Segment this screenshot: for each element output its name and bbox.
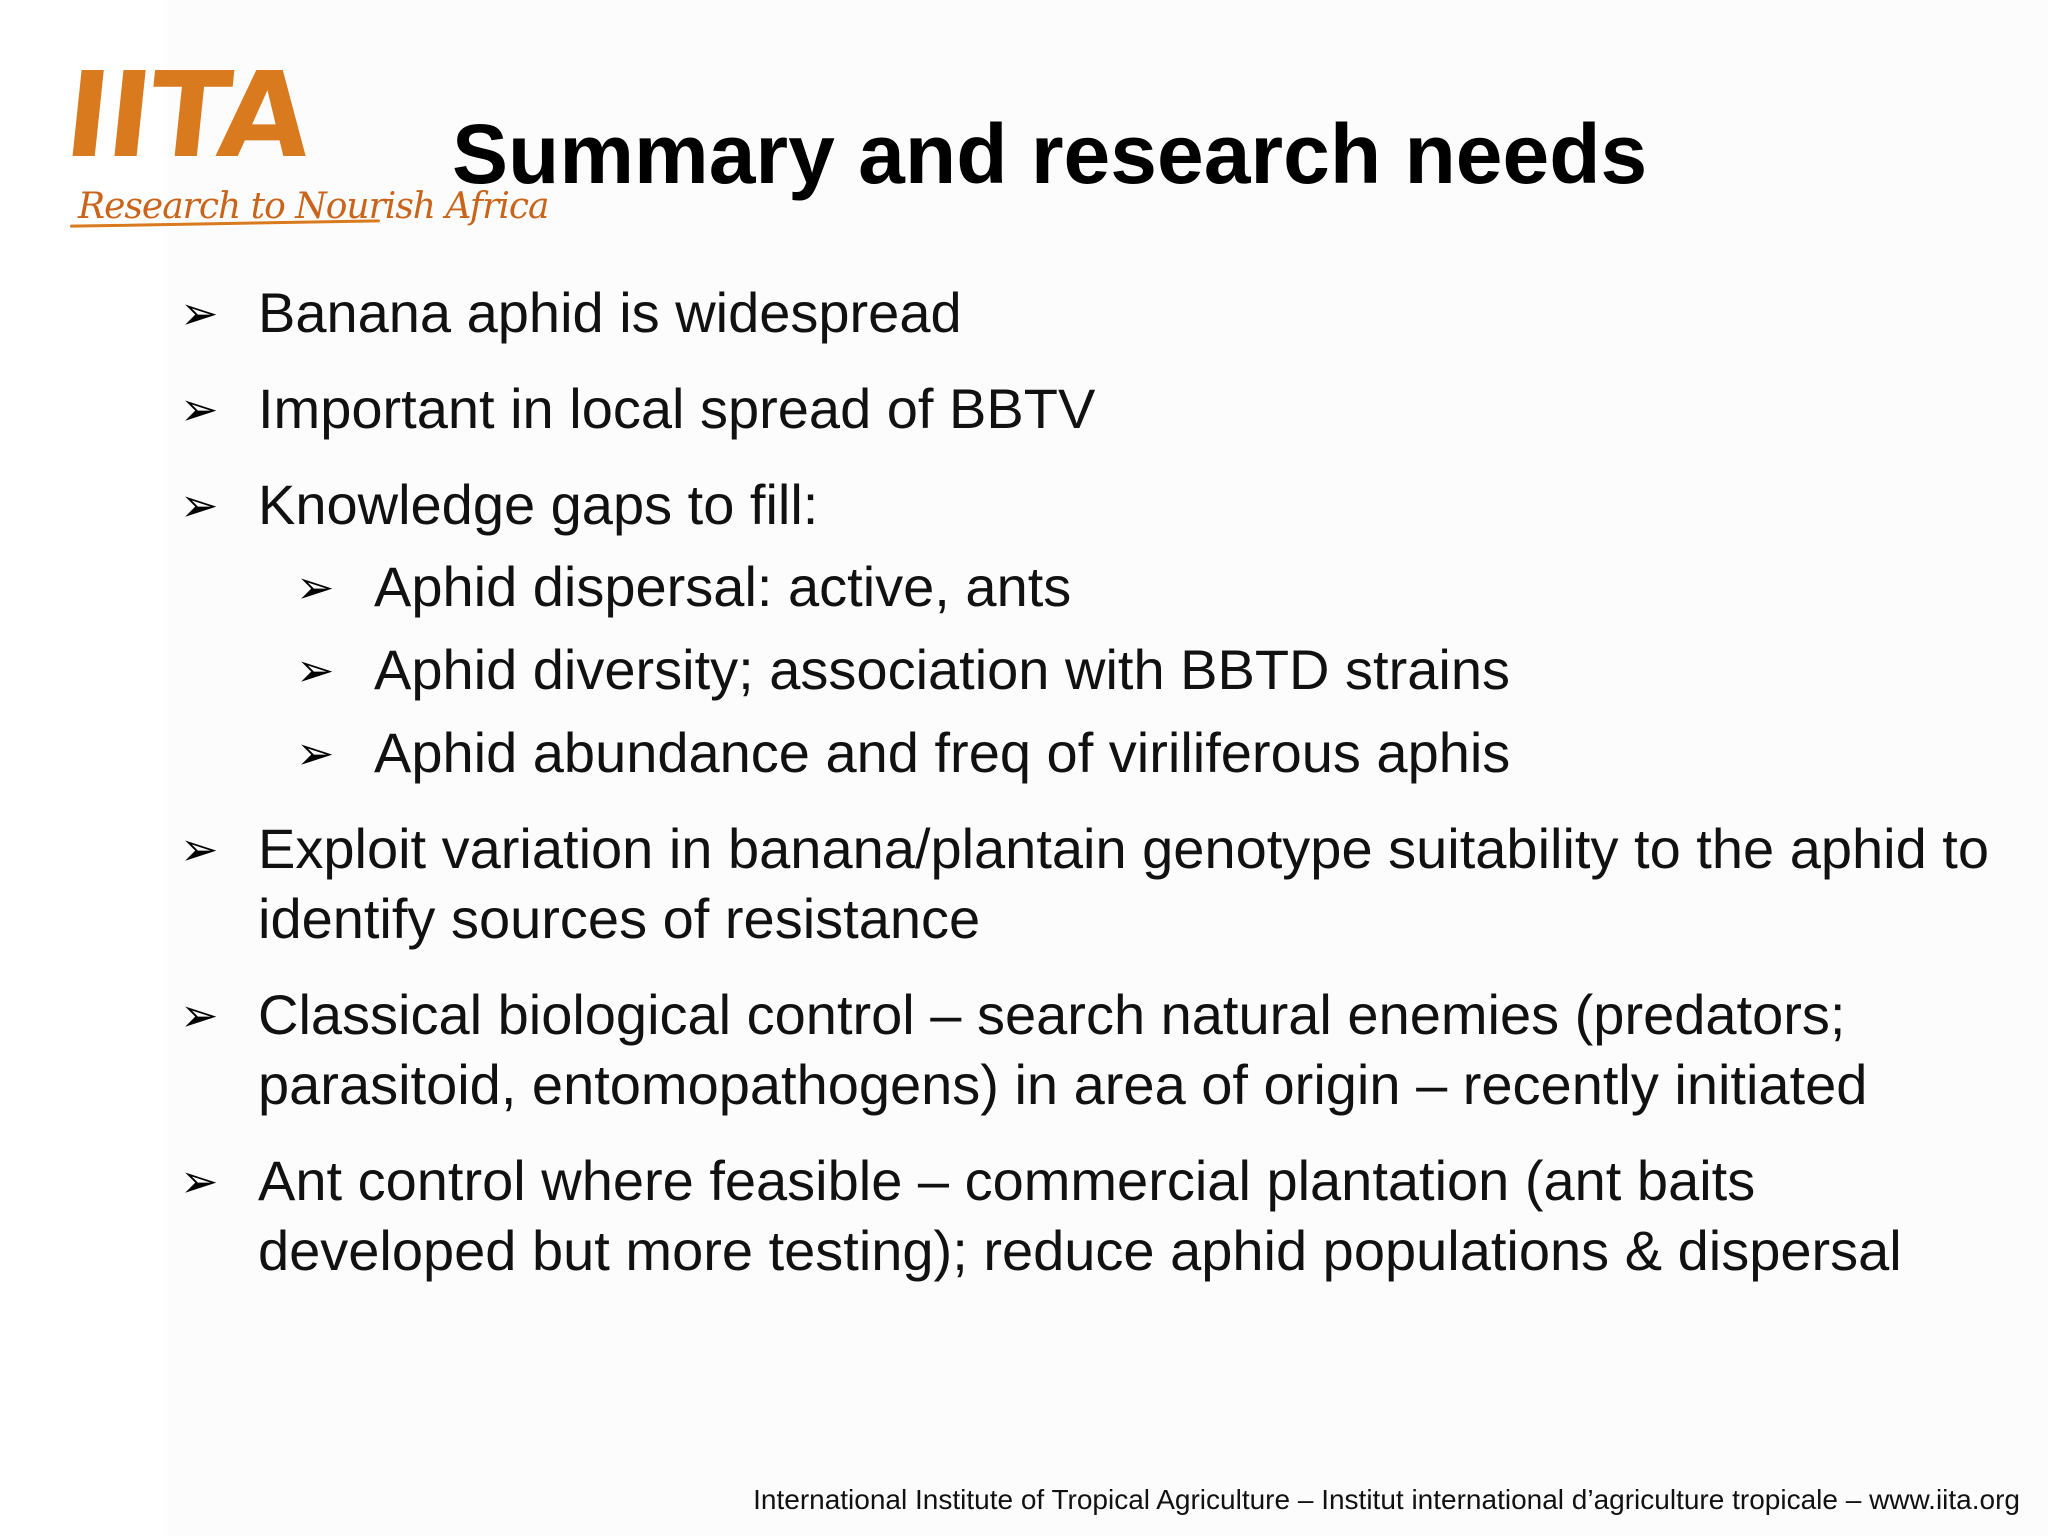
arrow-bullet-icon: ➢ (180, 382, 219, 436)
bullet-text: Important in local spread of BBTV (258, 377, 1096, 440)
bullet-text: Knowledge gaps to fill: (258, 473, 819, 536)
bullet-item (180, 1146, 2020, 1286)
bullet-item (180, 470, 2020, 540)
bullet-text: Aphid dispersal: active, ants (374, 555, 1072, 618)
bullet-text: Exploit variation in banana/plantain genotype suitability to the aphid to identify sources of resistance (258, 817, 1989, 950)
arrow-bullet-icon: ➢ (180, 478, 219, 532)
arrow-bullet-icon: ➢ (296, 726, 335, 780)
bullet-text: Ant control where feasible – commercial plantation (ant baits developed but more testing); reduce aphid populations & dispersal (258, 1149, 1902, 1282)
bullet-item (180, 374, 2020, 444)
bullet-text: Banana aphid is widespread (258, 281, 962, 344)
arrow-bullet-icon: ➢ (296, 560, 335, 614)
arrow-bullet-icon: ➢ (180, 988, 219, 1042)
bullet-text: Aphid diversity; association with BBTD strains (374, 638, 1510, 701)
arrow-bullet-icon: ➢ (180, 286, 219, 340)
slide-title: Summary and research needs (452, 107, 1648, 201)
bullet-list (180, 278, 2020, 1286)
footer-text: International Institute of Tropical Agriculture – Institut international d’agriculture tropicale – www.iita.org (753, 1484, 2020, 1515)
sub-bullet-item (296, 552, 2020, 622)
bullet-item (180, 980, 2020, 1120)
iita-logo (58, 46, 549, 236)
arrow-bullet-icon: ➢ (180, 822, 219, 876)
bullet-text: Classical biological control – search natural enemies (predators; parasitoid, entomopathogens) in area of origin – recently initiated (258, 983, 1868, 1116)
logo-wordmark: IITA (58, 46, 316, 184)
logo-tagline: Research to Nourish Africa (78, 186, 549, 227)
sub-bullet-item (296, 635, 2020, 705)
arrow-bullet-icon: ➢ (180, 1154, 219, 1208)
bullet-text: Aphid abundance and freq of viriliferous aphis (374, 721, 1511, 784)
arrow-bullet-icon: ➢ (296, 643, 335, 697)
sub-bullet-item (296, 718, 2020, 788)
bullet-item (180, 814, 2020, 954)
bullet-item (180, 278, 2020, 348)
